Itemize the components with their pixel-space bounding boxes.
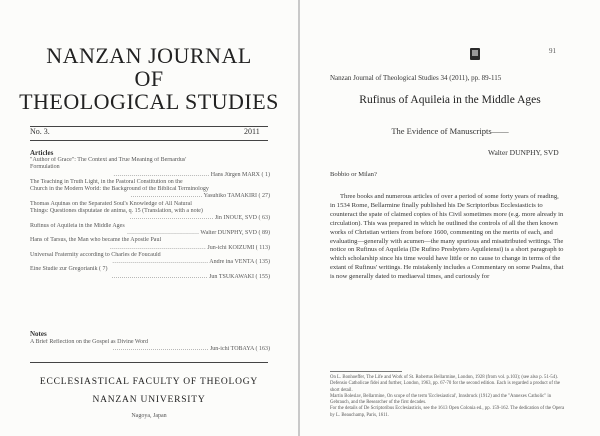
toc-line: Thomas Aquinas on the Separated Soul's Knowledge of All Natural: [30, 200, 192, 207]
toc-line: ………………………………………… Jun-ichi KOIZUMI ( 113): [109, 244, 270, 251]
issue-rule: [30, 140, 268, 141]
toc-line: ……………………………… Yasuhiko TAMAKIRI ( 27): [130, 193, 270, 200]
document-icon: [470, 48, 480, 60]
institution-rule: [30, 362, 268, 363]
toc-line: Rufinus of Aquileia in the Middle Ages: [30, 222, 125, 229]
institution-name-line-2: NANZAN UNIVERSITY: [92, 395, 206, 405]
toc-line: Hans of Tarsus, the Man who became the Apostle Paul: [30, 237, 162, 244]
toc-line: Church in the Modern World: the Background of the Biblical Terminology: [30, 186, 209, 193]
article-subtitle: [300, 126, 600, 136]
toc-line: Universal Fraternity according to Charles de Foucauld: [30, 251, 161, 258]
issue-year: 2011: [244, 127, 260, 136]
toc-line: Eine Studie zur Gregorianik ( 7): [30, 266, 108, 273]
article-subtitle-dash: ——: [491, 126, 509, 136]
footnote-3: For the details of De Scriptoribus Ecclesiasticis, see the 1613 Open Colonia ed., pp. 159-162. The dedication of the Opera by L. Beauchamp, Paris, 1611.: [330, 406, 565, 418]
footnote-2: Martin Boleslav, Bellarmine, On scope of the term 'Ecclesiastical', Innsbruck (1912) and the "Annexes Catholic" in Gebrauch, and the Researcher of the first decades.: [330, 393, 552, 406]
note-line: A Brief Reflection on the Gospel as Divine Word: [30, 339, 149, 345]
page-number: 91: [549, 47, 556, 55]
body-text: [330, 193, 565, 282]
body-paragraph: Three books and numerous articles of over a period of some forty years of reading, in 1534 Rome, Bellarmine finally published his De Scriptoribus Ecclesiasticis to counteract the spate of claimed copies of his Civil sometimes more (e.g. more already in circulation). This was prepared in which he outlined the controls of all the then known works of Christian writers from before 1600, commenting on the merits of each, and evaluating—generally with acumen—the many spurious and misattributed writings. The notice on Rufinus of Aquileia (De Rufino Presbytero Aquileiensi) is a short paragraph to which scholarship since his time would have little or no cause to change in terms of the extant of Rufinus' writings. He mistakenly includes a Commentary on some Psalms, that is now generally dated to mediaeval times, and curiously for: [330, 193, 564, 281]
journal-title-line-2: OF: [134, 66, 164, 91]
toc-line: …………………………………… Jin INOUE, SVD ( 63): [129, 215, 270, 222]
journal-title-line-1: NANZAN JOURNAL: [46, 43, 252, 68]
footnotes: [330, 375, 570, 419]
articles-heading: Articles: [30, 149, 54, 157]
toc-line: ………………………………………… Andre ina VENTA ( 135): [112, 259, 270, 266]
toc-line: ………………………………………… Jun TSUKAWAKI ( 155): [111, 273, 270, 280]
toc-line: ………………………………………… Hans Jürgen MARX ( 1): [113, 171, 270, 178]
article-author: Walter DUNPHY, SVD: [488, 148, 559, 157]
toc-line: Things: Questiones disputatae de anima, q. 15 (Translation, with a note): [30, 208, 203, 215]
notes-heading: Notes: [30, 330, 47, 338]
institution-name-line-1: ECCLESIASTICAL FACULTY OF THEOLOGY: [39, 377, 259, 387]
journal-citation: Nanzan Journal of Theological Studies 34 (2011), pp. 89-115: [330, 74, 502, 82]
article-subtitle-text: The Evidence of Manuscripts: [391, 126, 492, 136]
toc-line: The Teaching in Truth Light, in the Pastoral Constitution on the: [30, 178, 183, 185]
footnote-1: On L. Bonhoeffer, The Life and Work of St. Robertus Bellarmine, London, 1928 (from vol. p.103); (see also p. 51-54). Defensio Catholicae fidei and further, London, 1963, pp. 67-70 for the second edition. Each is regarded a product of the short detail.: [330, 375, 560, 393]
journal-title-line-3: THEOLOGICAL STUDIES: [19, 89, 279, 114]
issue-number: No. 3.: [30, 127, 50, 136]
note-line: ………………………………………… Jun-ichi TOBAYA ( 163): [112, 346, 270, 353]
footnote-rule: [330, 371, 402, 372]
notes-list: [30, 339, 270, 354]
article-title: Rufinus of Aquileia in the Middle Ages: [359, 94, 541, 106]
toc-line: "Author of Grace": The Context and True Meaning of Bernardus': [30, 157, 187, 163]
title-rule: [30, 126, 268, 127]
institution-location: Nagoya, Japan: [131, 413, 167, 419]
toc-line: ……………………………… Walter DUNPHY, SVD ( 89): [127, 229, 270, 236]
section-heading: Bobbio or Milan?: [330, 171, 377, 178]
table-of-contents: [30, 157, 270, 281]
toc-line: Formulation: [30, 164, 60, 171]
